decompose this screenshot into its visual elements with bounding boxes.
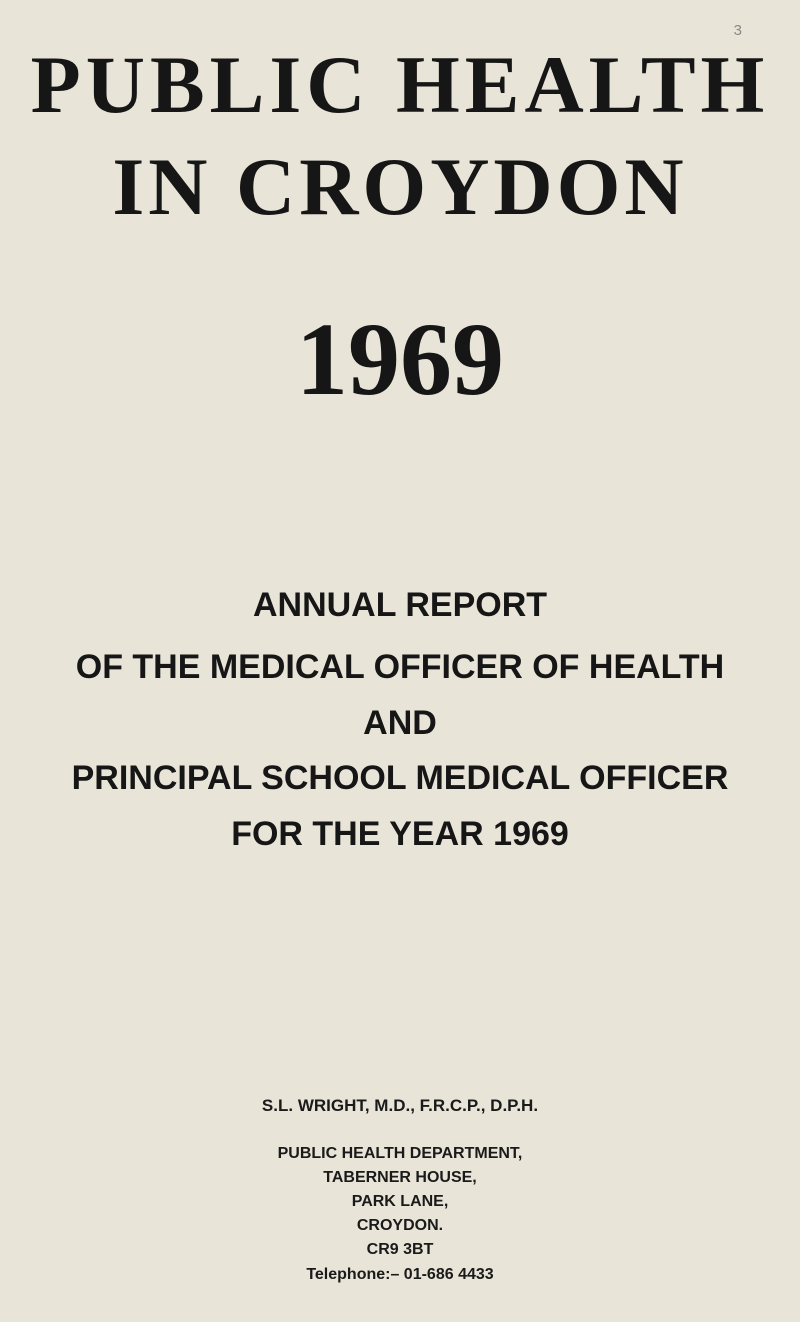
- address-postcode: CR9 3BT: [366, 1241, 434, 1258]
- title-year: 1969: [296, 302, 504, 417]
- title-line-2: IN CROYDON: [112, 141, 688, 232]
- title-line-1: PUBLIC HEALTH: [30, 39, 770, 130]
- report-line-3: AND: [363, 704, 437, 742]
- page-number: 3: [733, 22, 742, 39]
- address-line-4: CROYDON.: [356, 1217, 444, 1234]
- author: S.L. WRIGHT, M.D., F.R.C.P., D.P.H.: [261, 1096, 539, 1115]
- report-line-1: ANNUAL REPORT: [252, 586, 548, 624]
- address-line-1: PUBLIC HEALTH DEPARTMENT,: [277, 1145, 523, 1162]
- address-telephone: Telephone:– 01-686 4433: [306, 1266, 494, 1283]
- address-line-3: PARK LANE,: [351, 1193, 449, 1210]
- report-line-2: OF THE MEDICAL OFFICER OF HEALTH: [75, 648, 725, 686]
- address-line-2: TABERNER HOUSE,: [323, 1169, 477, 1186]
- report-line-4: PRINCIPAL SCHOOL MEDICAL OFFICER: [71, 759, 729, 797]
- report-line-5: FOR THE YEAR 1969: [231, 815, 569, 853]
